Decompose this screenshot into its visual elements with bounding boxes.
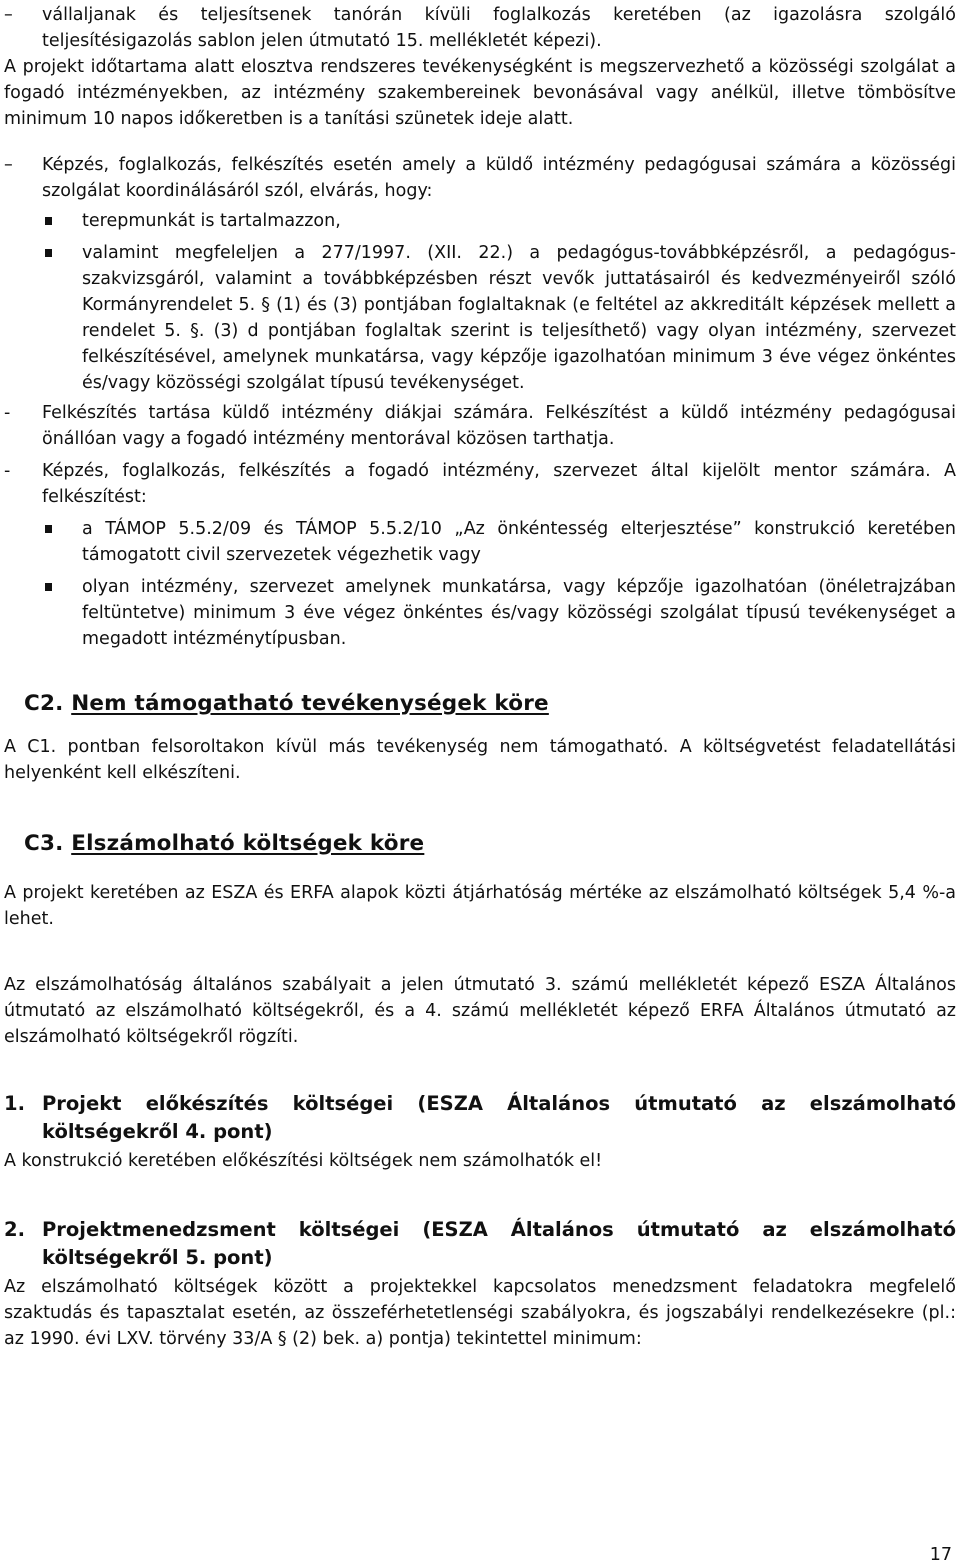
paragraph: Felkészítés tartása küldő intézmény diákjai számára. Felkészítést a küldő intézmény pedagógusai önállóan vagy a fogadó intézmény mentorával közösen tarthatja.	[42, 403, 956, 449]
paragraph: a TÁMOP 5.5.2/09 és TÁMOP 5.5.2/10 „Az önkéntesség elterjesztése” konstrukció keretében támogatott civil szervezetek végezhetik vagy	[82, 519, 956, 565]
paragraph: A konstrukció keretében előkészítési költségek nem számolhatók el!	[4, 1151, 603, 1171]
list-item	[4, 152, 956, 204]
subsection-heading	[4, 1090, 956, 1146]
bullet-item	[42, 574, 956, 652]
dash-marker: –	[4, 155, 13, 175]
subsection-title: Projekt előkészítés költségei (ESZA Általános útmutató az elszámolható költségekről 4. pont)	[42, 1092, 956, 1143]
paragraph: A projekt keretében az ESZA és ERFA alapok közti átjárhatóság mértéke az elszámolható költségek 5,4 %-a lehet.	[4, 883, 956, 929]
section-title: Nem támogatható tevékenységek köre	[71, 691, 549, 716]
bullet-item	[42, 208, 956, 234]
paragraph: valamint megfeleljen a 277/1997. (XII. 22.) a pedagógus-továbbképzésről, a pedagógus-szakvizsgáról, valamint a továbbképzésben részt vevők juttatásairól és kedvezményeiről szóló Kormányrendelet 5. § (1) és (3) pontjában foglaltaknak (e feltétel az akkreditált képzések mellett a rendelet 5. §. (3) d pontjában foglaltak szerint is teljesíthető) vagy olyan intézmény, szervezet felkészítésével, amelynek munkatársa, vagy képzője igazolhatóan minimum 3 éve végez önkéntes és/vagy közösségi szolgálat típusú tevékenységet.	[82, 243, 956, 393]
paragraph: olyan intézmény, szervezet amelynek munkatársa, vagy képzője igazolhatóan (önéletrajzában feltüntetve) minimum 3 éve végez önkéntes és/vagy közösségi szolgálat típusú tevékenységet a megadott intézménytípusban.	[82, 577, 956, 649]
square-bullet-icon	[42, 574, 82, 600]
paragraph: Képzés, foglalkozás, felkészítés a fogadó intézmény, szervezet által kijelölt mentor számára. A felkészítést:	[42, 461, 956, 507]
paragraph: Az elszámolható költségek között a projektekkel kapcsolatos menedzsment feladatokra megfelelő szaktudás és tapasztalat esetén, az összeférhetetlenségi szabályokra, és jogszabályi rendelkezésekre (pl.: az 1990. évi LXV. törvény 33/A § (2) bek. a) pontja) tekintettel minimum:	[4, 1277, 956, 1349]
paragraph: Az elszámolhatóság általános szabályait a jelen útmutató 3. számú mellékletét képező ESZA Általános útmutató az elszámolható költségekről, és a 4. számú mellékletét képező ERFA Általános útmutató az elszámolható költségekről rögzíti.	[4, 975, 956, 1047]
list-item	[4, 400, 956, 452]
list-item	[4, 2, 956, 54]
square-bullet-icon	[42, 240, 82, 266]
section-heading-c2	[24, 690, 956, 718]
section-title: Elszámolható költségek köre	[71, 831, 425, 856]
bullet-item	[42, 240, 956, 396]
paragraph: terepmunkát is tartalmazzon,	[82, 211, 341, 231]
section-number: C2.	[24, 691, 64, 716]
subsection-number: 1.	[4, 1092, 25, 1115]
subsection-number: 2.	[4, 1218, 25, 1241]
page-number: 17	[929, 1545, 952, 1565]
paragraph: Képzés, foglalkozás, felkészítés esetén amely a küldő intézmény pedagógusai számára a közösségi szolgálat koordinálásáról szól, elvárás, hogy:	[42, 155, 956, 201]
paragraph: vállaljanak és teljesítsenek tanórán kívüli foglalkozás keretében (az igazolásra szolgáló teljesítésigazolás sablon jelen útmutató 15. mellékletét képezi).	[42, 5, 956, 51]
hyphen-marker: -	[4, 461, 11, 481]
document-page	[4, 0, 956, 1352]
paragraph: A C1. pontban felsoroltakon kívül más tevékenység nem támogatható. A költségvetést feladatellátási helyenként kell elkészíteni.	[4, 737, 956, 783]
bullet-item	[42, 516, 956, 568]
section-heading-c3	[24, 830, 956, 858]
square-bullet-icon	[42, 208, 82, 234]
paragraph: A projekt időtartama alatt elosztva rendszeres tevékenységként is megszervezhető a közösségi szolgálat a fogadó intézményekben, az intézmény szakembereinek bevonásával vagy anélkül, illetve tömbösítve minimum 10 napos időkeretben is a tanítási szünetek ideje alatt.	[4, 57, 956, 129]
subsection-heading	[4, 1216, 956, 1272]
dash-marker: –	[4, 5, 13, 25]
list-item	[4, 458, 956, 510]
hyphen-marker: -	[4, 403, 11, 423]
section-number: C3.	[24, 831, 64, 856]
square-bullet-icon	[42, 516, 82, 542]
subsection-title: Projektmenedzsment költségei (ESZA Általános útmutató az elszámolható költségekről 5. pont)	[42, 1218, 956, 1269]
